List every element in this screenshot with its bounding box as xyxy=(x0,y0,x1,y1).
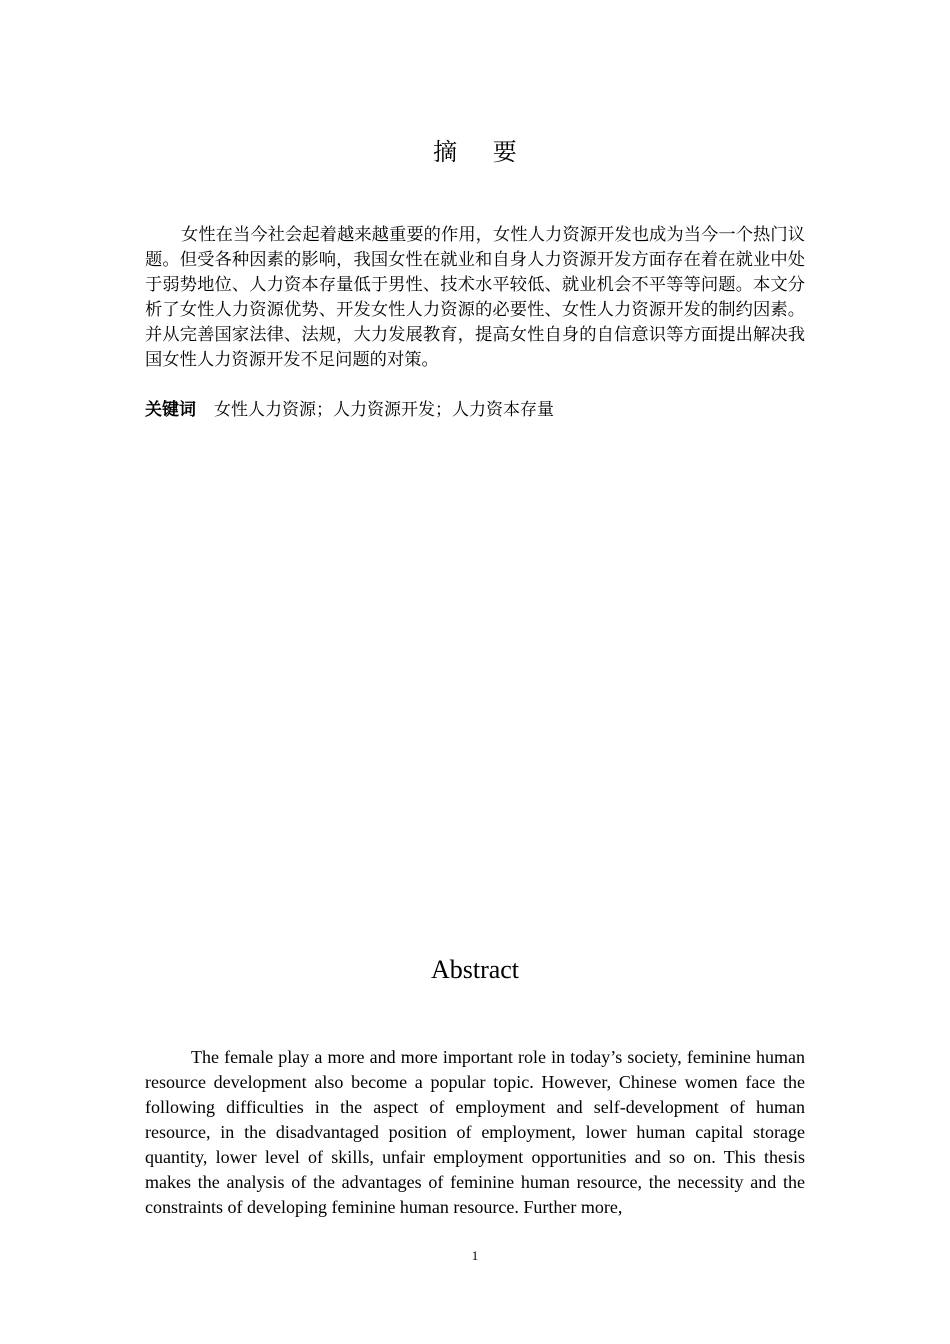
english-abstract-title: Abstract xyxy=(430,955,520,984)
chinese-abstract-title: 摘 要 xyxy=(433,138,531,166)
chinese-keywords xyxy=(145,398,805,423)
keywords-label: 关键词 xyxy=(145,400,196,420)
keywords-list: 女性人力资源；人力资源开发；人力资本存量 xyxy=(214,400,554,420)
page-number: 1 xyxy=(471,1248,479,1263)
chinese-abstract-body: 女性在当今社会起着越来越重要的作用，女性人力资源开发也成为当今一个热门议题。但受各种因素的影响，我国女性在就业和自身人力资源开发方面存在着在就业中处于弱势地位、人力资本存量低于男性、技术水平较低、就业机会不平等等问题。本文分析了女性人力资源优势、开发女性人力资源的必要性、女性人力资源开发的制约因素。并从完善国家法律、法规，大力发展教育，提高女性自身的自信意识等方面提出解决我国女性人力资源开发不足问题的对策。 xyxy=(145,225,805,370)
english-abstract-body: The female play a more and more important role in today’s society, feminine human resource development also become a popular topic. However, Chinese women face the following difficulties in the aspect of employment and self-development of human resource, in the disadvantaged position of employment, lower human capital storage quantity, lower level of skills, unfair employment opportunities and so on. This thesis makes the analysis of the advantages of feminine human resource, the necessity and the constraints of developing feminine human resource. Further more, xyxy=(145,1047,805,1217)
